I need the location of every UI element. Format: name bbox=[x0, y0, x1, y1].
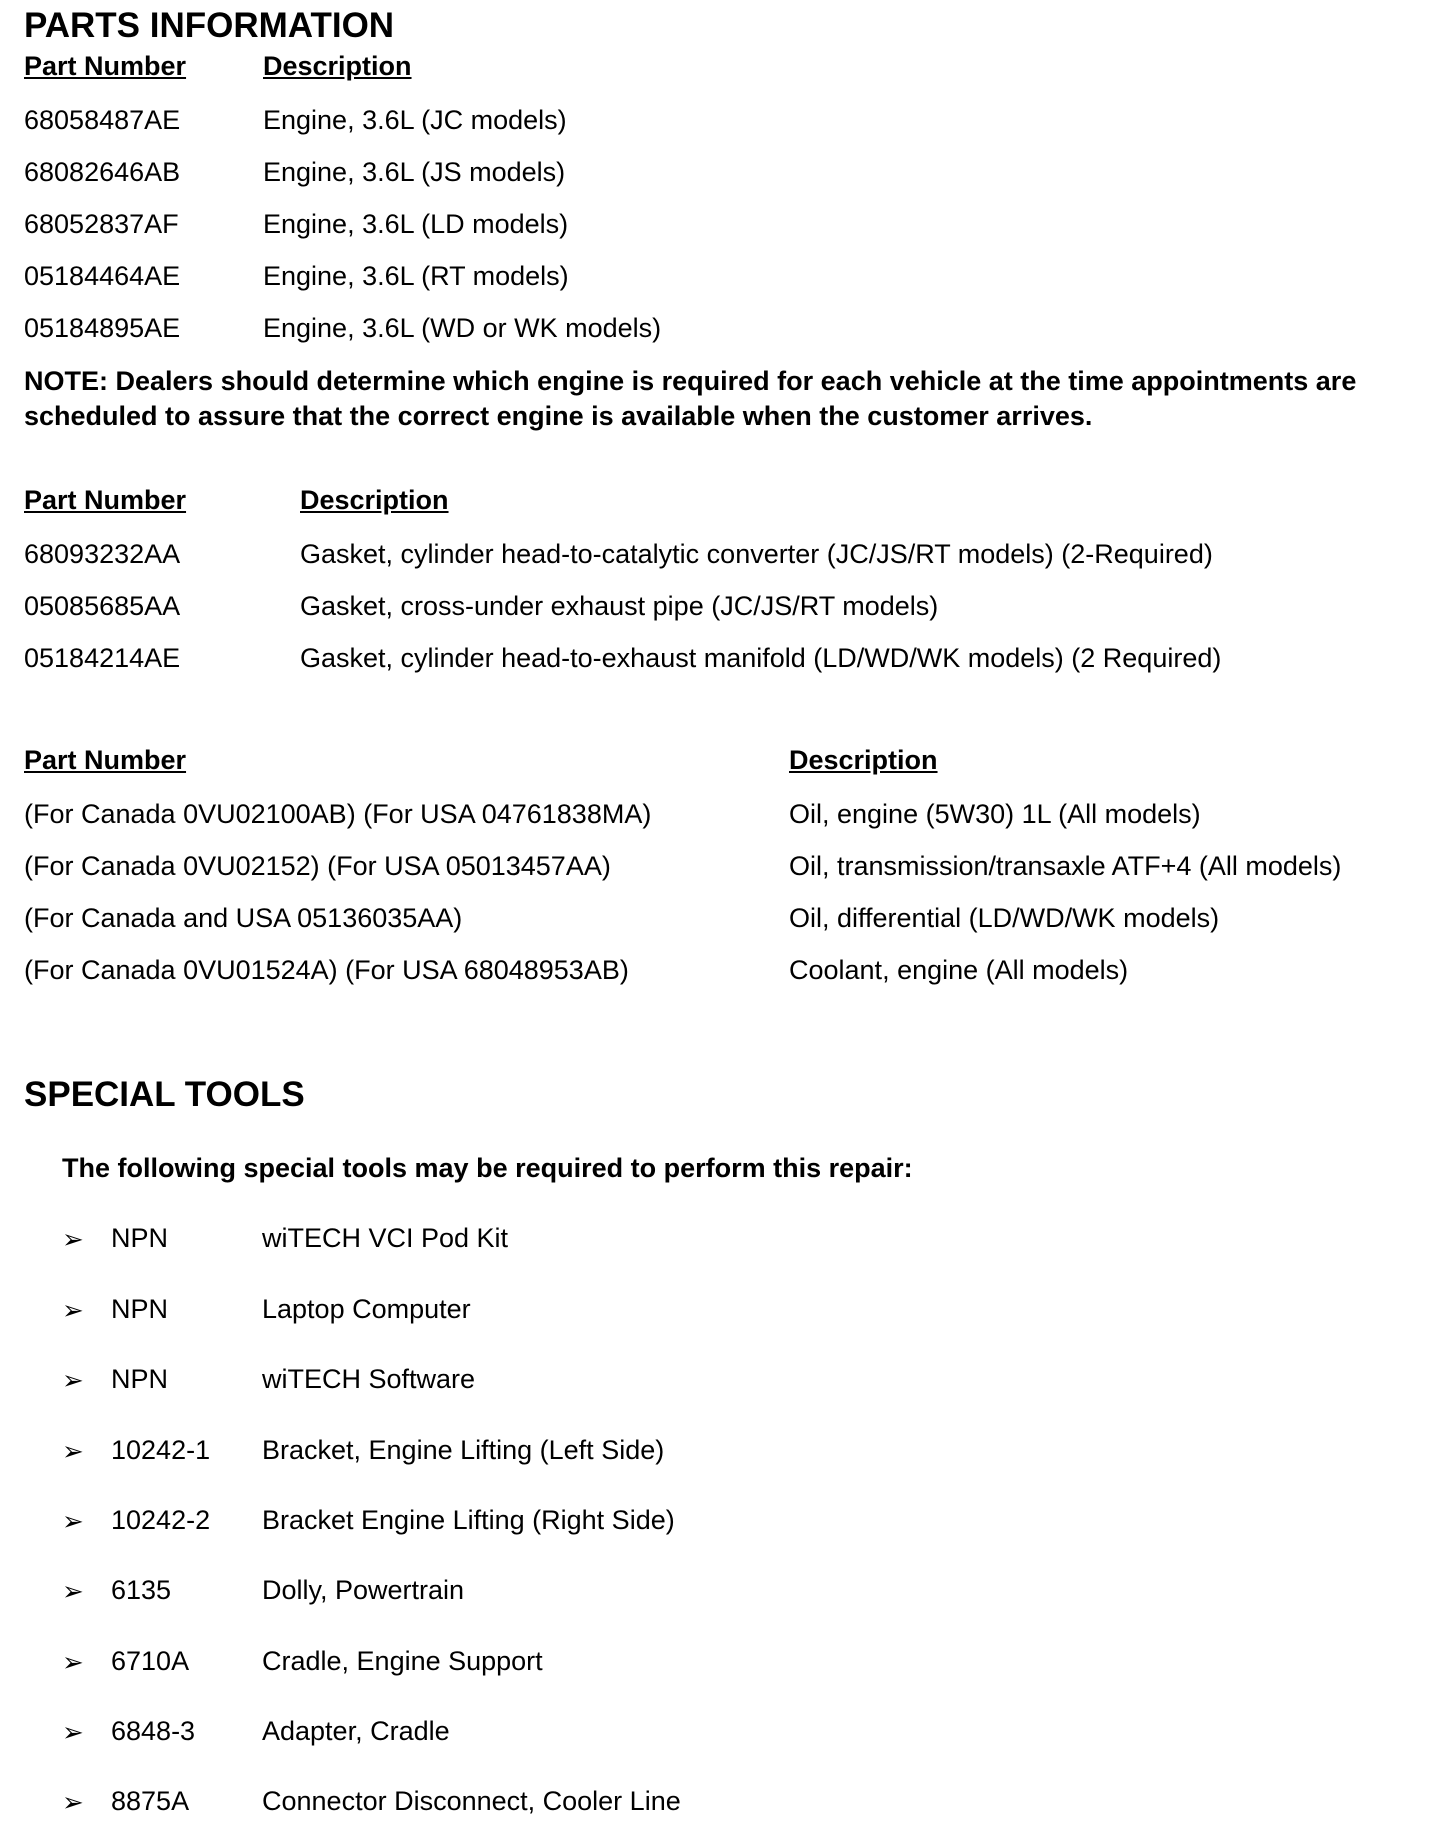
tool-number: 6135 bbox=[111, 1575, 172, 1605]
tool-description: Bracket Engine Lifting (Right Side) bbox=[262, 1505, 675, 1535]
column-header-description: Description bbox=[300, 485, 449, 515]
column-header-part-number: Part Number bbox=[24, 485, 187, 515]
tool-number: NPN bbox=[111, 1223, 169, 1253]
part-number: (For Canada 0VU02100AB) (For USA 04761838MA) bbox=[24, 799, 652, 829]
part-description: Engine, 3.6L (LD models) bbox=[263, 209, 569, 239]
column-header-part-number: Part Number bbox=[24, 51, 187, 81]
tool-number: NPN bbox=[111, 1364, 169, 1394]
tool-description: Dolly, Powertrain bbox=[262, 1575, 465, 1605]
part-description: Oil, engine (5W30) 1L (All models) bbox=[789, 799, 1201, 829]
column-header-description: Description bbox=[789, 745, 938, 775]
part-description: Gasket, cross-under exhaust pipe (JC/JS/RT models) bbox=[300, 591, 939, 621]
column-header-description: Description bbox=[263, 51, 412, 81]
tool-description: Bracket, Engine Lifting (Left Side) bbox=[262, 1435, 665, 1465]
part-number: 68058487AE bbox=[24, 105, 181, 135]
part-number: 68093232AA bbox=[24, 539, 181, 569]
tool-number: 8875A bbox=[111, 1786, 190, 1816]
part-description: Engine, 3.6L (RT models) bbox=[263, 261, 569, 291]
part-description: Engine, 3.6L (WD or WK models) bbox=[263, 313, 662, 343]
part-number: 05184214AE bbox=[24, 643, 181, 673]
part-description: Oil, transmission/transaxle ATF+4 (All models) bbox=[789, 851, 1342, 881]
part-description: Oil, differential (LD/WD/WK models) bbox=[789, 903, 1220, 933]
part-number: 68082646AB bbox=[24, 157, 181, 187]
arrow-bullet-icon: ➢ bbox=[62, 1365, 84, 1395]
special-tools-title: SPECIAL TOOLS bbox=[24, 1075, 305, 1114]
part-number: (For Canada and USA 05136035AA) bbox=[24, 903, 463, 933]
part-number: 68052837AF bbox=[24, 209, 179, 239]
part-number: 05184895AE bbox=[24, 313, 181, 343]
part-description: Gasket, cylinder head-to-catalytic converter (JC/JS/RT models) (2-Required) bbox=[300, 539, 1213, 569]
part-number: (For Canada 0VU02152) (For USA 05013457AA) bbox=[24, 851, 611, 881]
tool-description: Connector Disconnect, Cooler Line bbox=[262, 1786, 681, 1816]
part-number: (For Canada 0VU01524A) (For USA 68048953AB) bbox=[24, 955, 629, 985]
tool-number: 10242-2 bbox=[111, 1505, 211, 1535]
part-description: Coolant, engine (All models) bbox=[789, 955, 1129, 985]
arrow-bullet-icon: ➢ bbox=[62, 1787, 84, 1817]
parts-information-title: PARTS INFORMATION bbox=[24, 6, 395, 45]
tool-number: NPN bbox=[111, 1294, 169, 1324]
arrow-bullet-icon: ➢ bbox=[62, 1647, 84, 1677]
part-description: Gasket, cylinder head-to-exhaust manifold (LD/WD/WK models) (2 Required) bbox=[300, 643, 1222, 673]
arrow-bullet-icon: ➢ bbox=[62, 1717, 84, 1747]
tool-description: Cradle, Engine Support bbox=[262, 1646, 543, 1676]
tool-number: 6710A bbox=[111, 1646, 190, 1676]
engine-note: NOTE: Dealers should determine which engine is required for each vehicle at the time appointments are scheduled to assure that the correct engine is available when the customer arrives. bbox=[24, 366, 1357, 431]
arrow-bullet-icon: ➢ bbox=[62, 1576, 84, 1606]
tool-description: Adapter, Cradle bbox=[262, 1716, 450, 1746]
tool-description: wiTECH Software bbox=[262, 1364, 476, 1394]
special-tools-intro: The following special tools may be required to perform this repair: bbox=[62, 1153, 913, 1183]
arrow-bullet-icon: ➢ bbox=[62, 1295, 84, 1325]
tool-number: 6848-3 bbox=[111, 1716, 196, 1746]
part-number: 05184464AE bbox=[24, 261, 181, 291]
column-header-part-number: Part Number bbox=[24, 745, 187, 775]
arrow-bullet-icon: ➢ bbox=[62, 1224, 84, 1254]
arrow-bullet-icon: ➢ bbox=[62, 1436, 84, 1466]
arrow-bullet-icon: ➢ bbox=[62, 1506, 84, 1536]
part-description: Engine, 3.6L (JC models) bbox=[263, 105, 567, 135]
tool-description: wiTECH VCI Pod Kit bbox=[262, 1223, 509, 1253]
part-description: Engine, 3.6L (JS models) bbox=[263, 157, 566, 187]
tool-number: 10242-1 bbox=[111, 1435, 211, 1465]
part-number: 05085685AA bbox=[24, 591, 181, 621]
tool-description: Laptop Computer bbox=[262, 1294, 471, 1324]
